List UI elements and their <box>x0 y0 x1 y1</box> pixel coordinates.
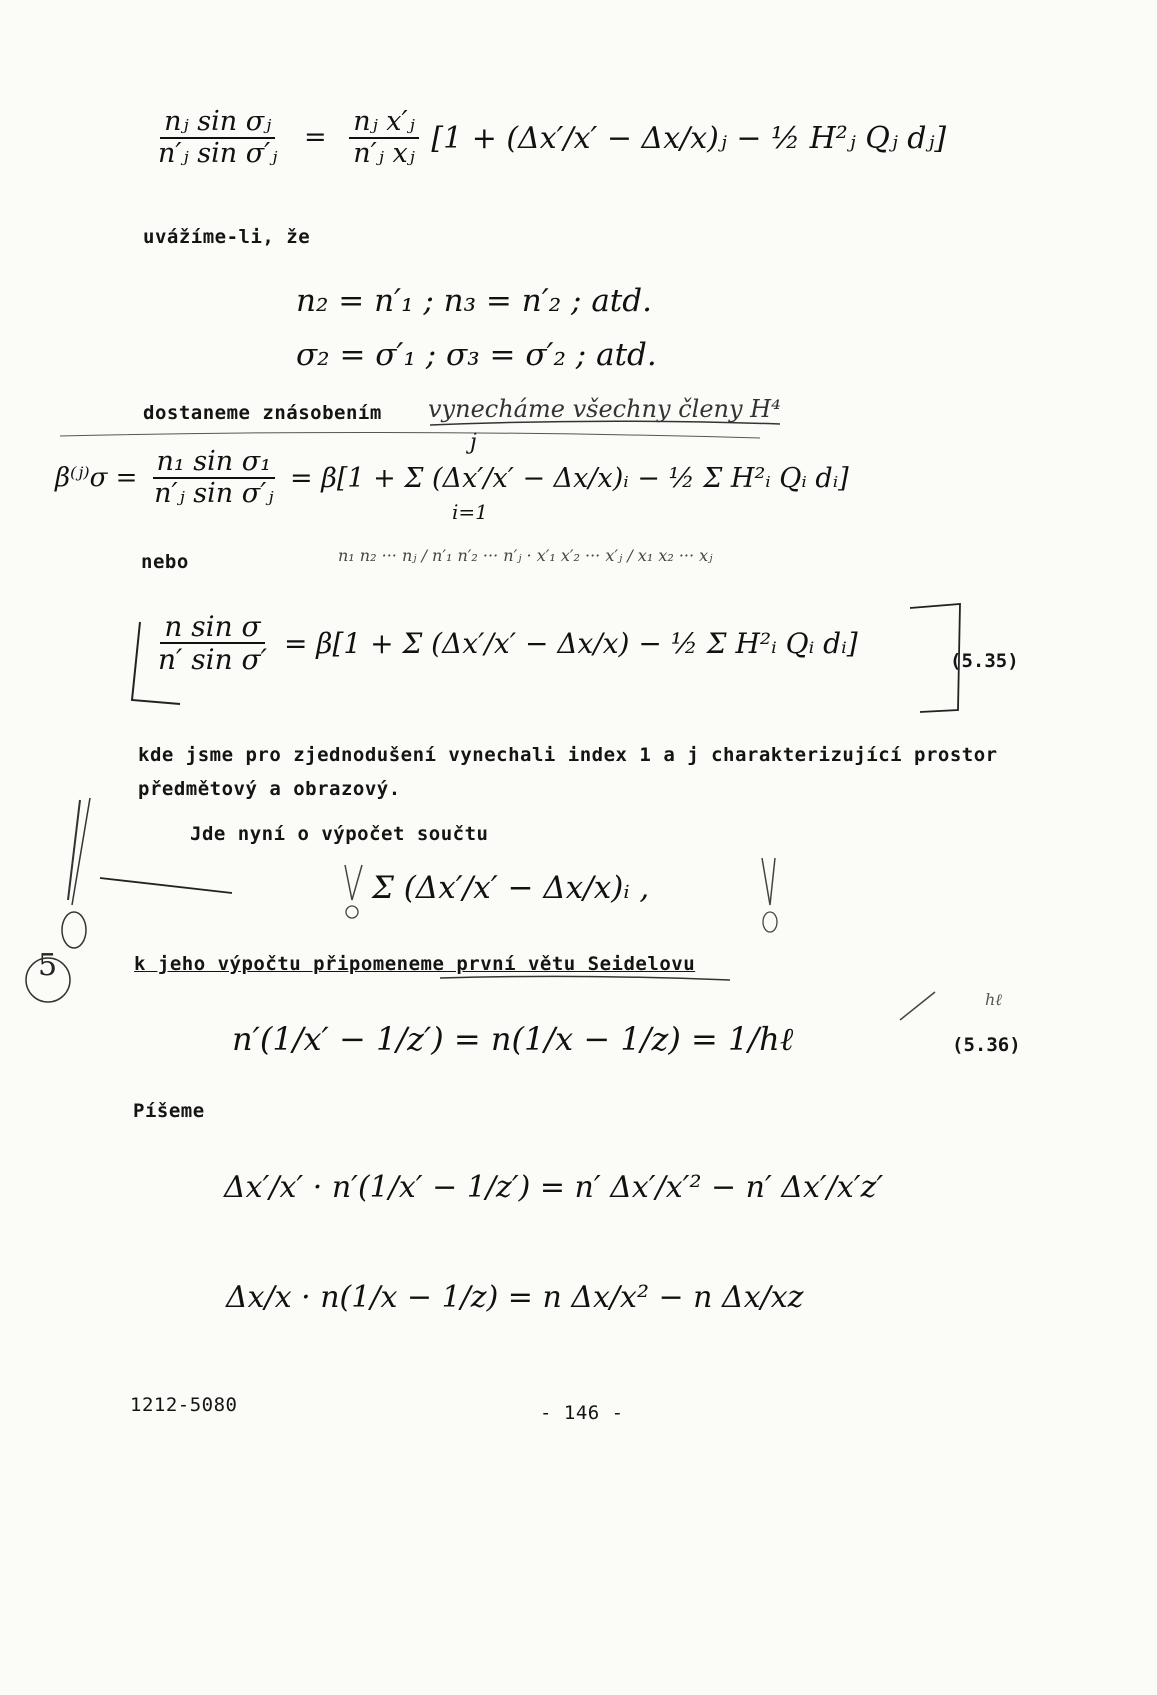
margin-circle <box>26 958 70 1002</box>
formula-4-left-bracket <box>132 622 180 704</box>
formula-1-mid-den: n′ⱼ xⱼ <box>353 138 415 170</box>
exclamation-dot-small-left <box>346 906 358 918</box>
formula-2-line-1: n₂ = n′₁ ; n₃ = n′₂ ; atd. <box>296 283 652 319</box>
exclamation-dot-left <box>62 912 86 948</box>
formula-7: Δx′/x′ · n′(1/x′ − 1/z′) = n′ Δx′/x′² − n′ Δx′/x′z′ <box>224 1170 884 1205</box>
formula-4-lhs-num: n sin σ <box>160 612 264 644</box>
text-dostaneme: dostaneme znásobením <box>143 402 382 424</box>
formula-3-rhs: = β[1 + Σ (Δx′/x′ − Δx/x)ᵢ − ½ Σ H²ᵢ Qᵢ dᵢ] <box>290 462 849 494</box>
formula-6: n′(1/x′ − 1/z′) = n(1/x − 1/z) = 1/hℓ <box>232 1020 794 1058</box>
text-k-jeho: k jeho výpočtu připomeneme první větu Seidelovu <box>134 953 696 975</box>
annotation-vynechame: vynecháme všechny členy H⁴ <box>428 395 781 423</box>
note-underline <box>430 421 780 425</box>
text-kde-line-2: předmětový a obrazový. <box>138 778 401 800</box>
equation-number-5-35: (5.35) <box>950 650 1019 672</box>
formula-3-lhs-den: n′ⱼ sin σ′ⱼ <box>154 478 274 510</box>
page-number: - 146 - <box>540 1402 624 1424</box>
formula-4-rhs: = β[1 + Σ (Δx′/x′ − Δx/x) − ½ Σ H²ᵢ Qᵢ dᵢ] <box>283 626 858 660</box>
equals-sign: = <box>303 121 327 153</box>
formula-5: Σ (Δx′/x′ − Δx/x)ᵢ , <box>372 870 650 906</box>
separator-line <box>60 432 760 438</box>
exclamation-mark-small-right <box>762 858 775 905</box>
formula-8: Δx/x · n(1/x − 1/z) = n Δx/x² − n Δx/xz <box>226 1280 804 1315</box>
annotation-product: n₁ n₂ ··· nⱼ / n′₁ n′₂ ··· n′ⱼ · x′₁ x′₂ ··· x′ⱼ / x₁ x₂ ··· xⱼ <box>338 546 713 565</box>
seidel-underline <box>440 976 730 980</box>
margin-circled-number: 5 <box>38 948 58 983</box>
margin-note-right: hℓ <box>985 990 1002 1009</box>
formula-1-lhs-den: n′ⱼ sin σ′ⱼ <box>158 138 278 170</box>
formula-1-bracket: [1 + (Δx′/x′ − Δx/x)ⱼ − ½ H²ⱼ Qⱼ dⱼ] <box>431 120 947 156</box>
margin-arrow-right <box>900 992 935 1020</box>
text-piseme: Píšeme <box>133 1100 205 1122</box>
exclamation-dot-small-right <box>763 912 777 932</box>
formula-2-line-2: σ₂ = σ′₁ ; σ₃ = σ′₂ ; atd. <box>296 337 657 373</box>
formula-4-right-bracket <box>910 604 960 712</box>
text-uvazime: uvážíme-li, že <box>143 226 311 248</box>
text-jde: Jde nyní o výpočet součtu <box>190 823 489 845</box>
document-code: 1212-5080 <box>130 1394 238 1416</box>
formula-4-lhs-den: n′ sin σ′ <box>158 643 268 677</box>
margin-arrow-line <box>100 878 232 893</box>
exclamation-mark-left <box>68 800 80 900</box>
equation-number-5-36: (5.36) <box>952 1034 1021 1056</box>
text-nebo: nebo <box>141 551 189 573</box>
formula-1-mid-num: nⱼ x′ⱼ <box>349 108 419 139</box>
formula-3-lhs-num: n₁ sin σ₁ <box>153 448 276 479</box>
formula-3-sum-top: j <box>470 430 477 455</box>
formula-3-sum-bottom: i=1 <box>452 500 488 524</box>
formula-1-lhs-num: nⱼ sin σⱼ <box>160 108 275 139</box>
exclamation-mark-small-left <box>345 865 362 900</box>
formula-3-prefix: β⁽ʲ⁾σ = <box>55 462 138 493</box>
text-kde-line-1: kde jsme pro zjednodušení vynechali index 1 a j charakterizující prostor <box>138 744 998 766</box>
